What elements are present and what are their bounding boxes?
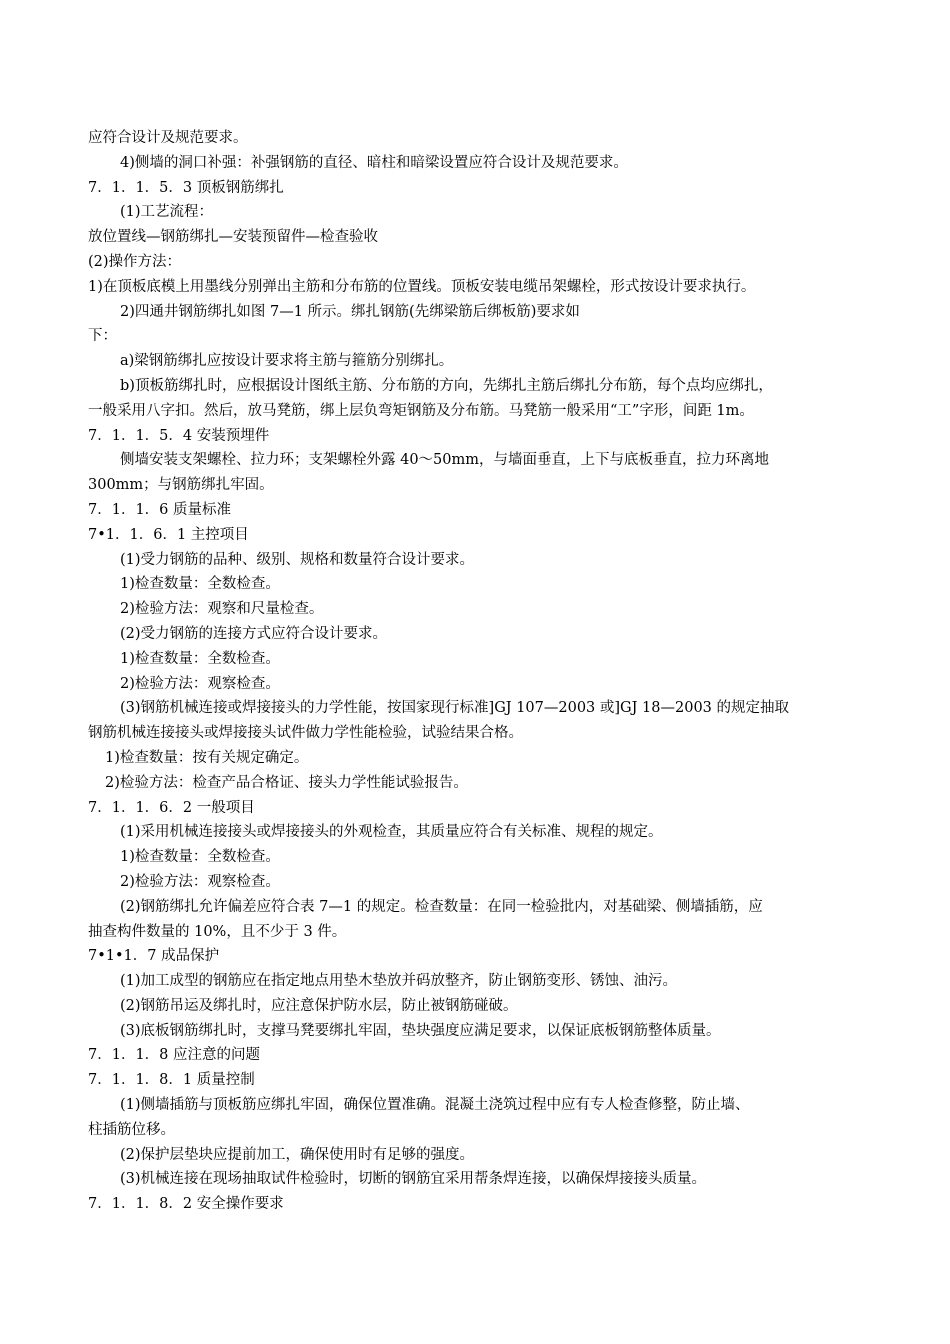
text-line: 2)四通井钢筋绑扎如图 7—1 所示。绑扎钢筋(先绑梁筋后绑板筋)要求如 xyxy=(120,303,580,320)
text-line: 1)检查数量：全数检查。 xyxy=(120,849,280,866)
text-line: 2)检验方法：观察检查。 xyxy=(120,873,280,890)
text-line: (3)机械连接在现场抽取试件检验时，切断的钢筋宜采用帮条焊连接，以确保焊接接头质量。 xyxy=(120,1171,707,1188)
text-line: (1)加工成型的钢筋应在指定地点用垫木垫放并码放整齐，防止钢筋变形、锈蚀、油污。 xyxy=(120,973,678,990)
text-line: (2)操作方法： xyxy=(88,253,182,270)
text-line: 2)检验方法：观察检查。 xyxy=(120,675,280,692)
text-line: 1)检查数量：全数检查。 xyxy=(120,576,280,593)
text-line: 1)检查数量：按有关规定确定。 xyxy=(105,749,309,766)
text-line: (2)保护层垫块应提前加工，确保使用时有足够的强度。 xyxy=(120,1146,475,1163)
text-line: (1)采用机械连接接头或焊接接头的外观检查，其质量应符合有关标准、规程的规定。 xyxy=(120,824,663,841)
text-line: 柱插筋位移。 xyxy=(88,1121,175,1138)
text-line: 7．1．1．6 质量标准 xyxy=(88,501,232,518)
text-line: a)梁钢筋绑扎应按设计要求将主筋与箍筋分别绑扎。 xyxy=(120,353,454,370)
text-line: (1)侧墙插筋与顶板筋应绑扎牢固，确保位置准确。混凝土浇筑过程中应有专人检查修整，防止墙、 xyxy=(120,1097,750,1114)
text-line: (2)受力钢筋的连接方式应符合设计要求。 xyxy=(120,625,388,642)
text-line: 300mm；与钢筋绑扎牢固。 xyxy=(88,477,274,494)
text-line: 2)检验方法：检查产品合格证、接头力学性能试验报告。 xyxy=(105,774,468,791)
text-line: 应符合设计及规范要求。 xyxy=(88,130,248,146)
text-line: 7．1．1．8 应注意的问题 xyxy=(88,1047,261,1064)
text-line: 7．1．1．8．2 安全操作要求 xyxy=(88,1196,284,1213)
text-line: (3)底板钢筋绑扎时，支撑马凳要绑扎牢固，垫块强度应满足要求，以保证底板钢筋整体质量。 xyxy=(120,1022,721,1039)
text-line: 抽查构件数量的 10%，且不少于 3 件。 xyxy=(88,923,347,940)
text-line: (2)钢筋绑扎允许偏差应符合表 7—1 的规定。检查数量：在同一检验批内，对基础梁、侧墙插筋，应 xyxy=(120,898,763,915)
document-page xyxy=(88,126,868,1217)
text-line: (1)工艺流程： xyxy=(120,204,214,221)
text-line: 一般采用八字扣。然后，放马凳筋，绑上层负弯矩钢筋及分布筋。马凳筋一般采用“工”字形，间距 1m。 xyxy=(88,402,754,419)
text-line: 7．1．1．6．2 一般项目 xyxy=(88,799,255,816)
text-line: 下： xyxy=(88,328,117,345)
text-line: 侧墙安装支架螺栓、拉力环；支架螺栓外露 40～50mm，与墙面垂直，上下与底板垂直，拉力环离地 xyxy=(120,452,770,469)
text-line: 7．1．1．8．1 质量控制 xyxy=(88,1072,255,1089)
text-line: (3)钢筋机械连接或焊接接头的力学性能，按国家现行标准]GJ 107—2003 或]GJ 18—2003 的规定抽取 xyxy=(120,700,790,717)
text-line: 4)侧墙的洞口补强：补强钢筋的直径、暗柱和暗梁设置应符合设计及规范要求。 xyxy=(120,154,628,171)
text-line: (2)钢筋吊运及绑扎时，应注意保护防水层，防止被钢筋碰破。 xyxy=(120,997,518,1014)
text-line: 7．1．1．5．3 顶板钢筋绑扎 xyxy=(88,179,284,196)
text-line: 2)检验方法：观察和尺量检查。 xyxy=(120,601,324,618)
text-line: 1)在顶板底模上用墨线分别弹出主筋和分布筋的位置线。顶板安装电缆吊架螺栓，形式按设计要求执行。 xyxy=(88,278,756,295)
text-line: 7•1．1．6．1 主控项目 xyxy=(88,526,249,543)
text-line: 钢筋机械连接接头或焊接接头试件做力学性能检验，试验结果合格。 xyxy=(88,725,523,742)
text-line: 7•1•1．7 成品保护 xyxy=(88,948,220,965)
text-line: 放位置线—钢筋绑扎—安装预留件—检查验收 xyxy=(88,229,378,246)
text-line: 7．1．1．5．4 安装预埋件 xyxy=(88,427,270,444)
text-line: 1)检查数量：全数检查。 xyxy=(120,650,280,667)
text-line: b)顶板筋绑扎时，应根据设计图纸主筋、分布筋的方向，先绑扎主筋后绑扎分布筋，每个点均应绑扎， xyxy=(120,377,773,394)
text-line: (1)受力钢筋的品种、级别、规格和数量符合设计要求。 xyxy=(120,551,475,568)
